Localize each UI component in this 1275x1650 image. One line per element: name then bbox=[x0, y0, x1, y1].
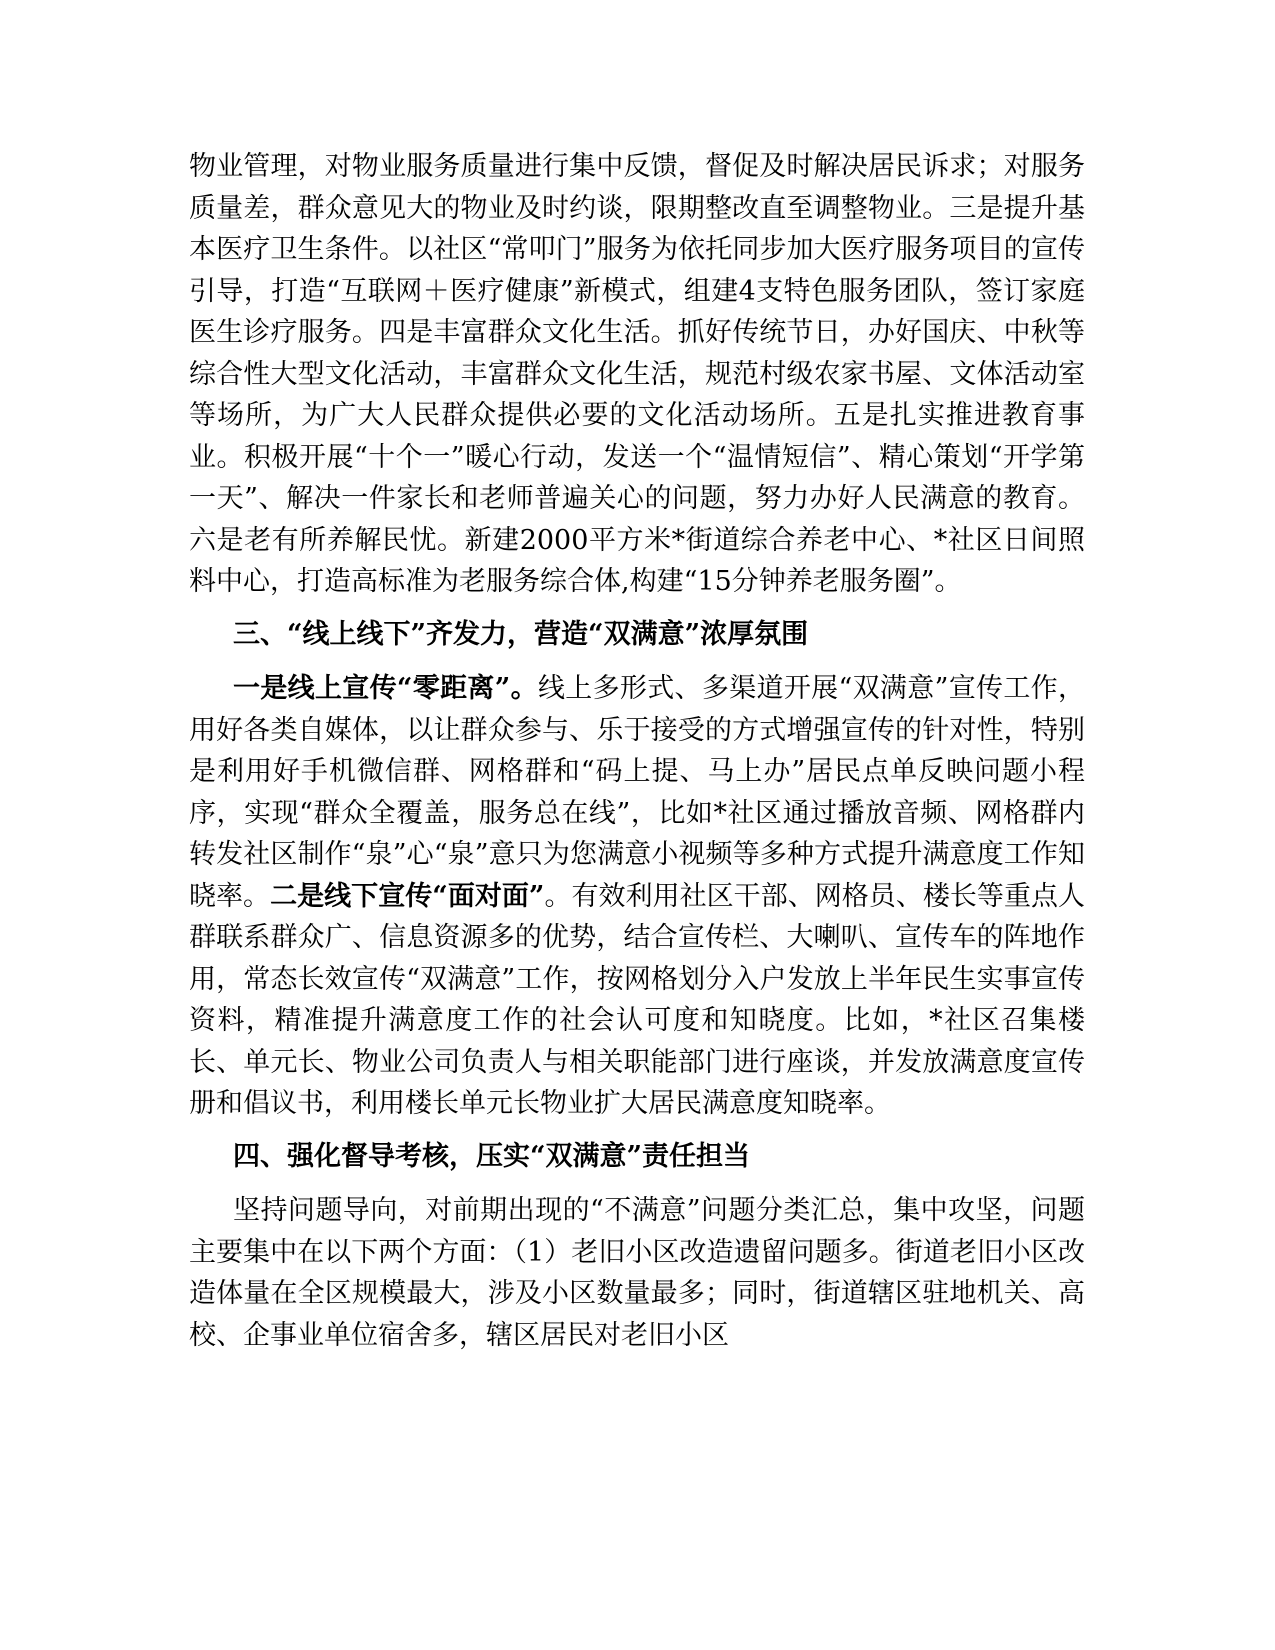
document-body bbox=[189, 146, 1085, 1356]
paragraph-lead-offline: 二是线下宣传“面对面” bbox=[270, 880, 545, 912]
paragraph-text-offline: 。有效利用社区干部、网格员、楼长等重点人群联系群众广、信息资源多的优势，结合宣传栏、大喇叭、宣传车的阵地作用，常态长效宣传“双满意”工作，按网格划分入户发放上半年民生实事宣传资料，精准提升满意度工作的社会认可度和知晓度。比如，*社区召集楼长、单元长、物业公司负责人与相关职能部门进行座谈，并发放满意度宣传册和倡议书，利用楼长单元长物业扩大居民满意度知晓率。 bbox=[189, 880, 1086, 1119]
section-heading-4: 四、强化督导考核，压实“双满意”责任担当 bbox=[233, 1140, 751, 1172]
paragraph-online-offline bbox=[189, 668, 1085, 1125]
paragraph-lead-online: 一是线上宣传“零距离”。 bbox=[233, 673, 538, 704]
paragraph-text-online: 线上多形式、多渠道开展“双满意”宣传工作，用好各类自媒体，以让群众参与、乐于接受的方式增强宣传的针对性，特别是利用好手机微信群、网格群和“码上提、马上办”居民点单反映问题小程序，实现“群众全覆盖，服务总在线”，比如*社区通过播放音频、网格群内转发社区制作“泉”心“泉”意只为您满意小视频等多种方式提升满意度工作知晓率。 bbox=[189, 673, 1085, 912]
section-heading-3: 三、“线上线下”齐发力，营造“双满意”浓厚氛围 bbox=[233, 618, 809, 650]
paragraph-continuation: 物业管理，对物业服务质量进行集中反馈，督促及时解决居民诉求；对服务质量差，群众意见大的物业及时约谈，限期整改直至调整物业。三是提升基本医疗卫生条件。以社区“常叩门”服务为依托同步加大医疗服务项目的宣传引导，打造“互联网＋医疗健康”新模式，组建4支特色服务团队，签订家庭医生诊疗服务。四是丰富群众文化生活。抓好传统节日，办好国庆、中秋等综合性大型文化活动，丰富群众文化生活，规范村级农家书屋、文体活动室等场所，为广大人民群众提供必要的文化活动场所。五是扎实推进教育事业。积极开展“十个一”暖心行动，发送一个“温情短信”、精心策划“开学第一天”、解决一件家长和老师普遍关心的问题，努力办好人民满意的教育。六是老有所养解民忧。新建2000平方米*街道综合养老中心、*社区日间照料中心，打造高标准为老服务综合体,构建“15分钟养老服务圈”。 bbox=[189, 151, 1085, 597]
paragraph-problems: 坚持问题导向，对前期出现的“不满意”问题分类汇总，集中攻坚，问题主要集中在以下两个方面：（1）老旧小区改造遗留问题多。街道老旧小区改造体量在全区规模最大，涉及小区数量最多；同时，街道辖区驻地机关、高校、企事业单位宿舍多，辖区居民对老旧小区 bbox=[189, 1195, 1085, 1351]
